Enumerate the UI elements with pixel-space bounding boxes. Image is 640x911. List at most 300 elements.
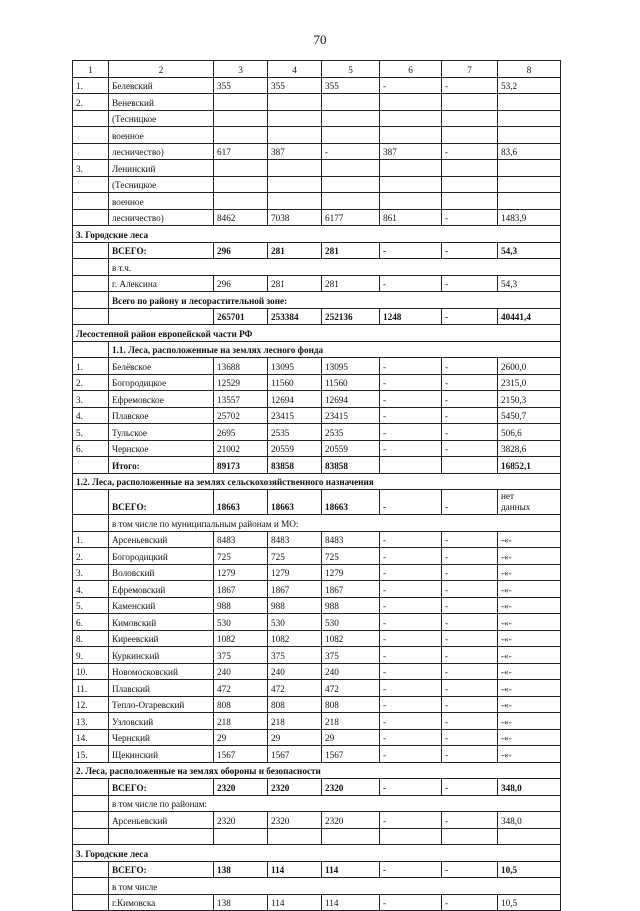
table-cell: - (442, 490, 498, 515)
table-cell: 617 (214, 143, 268, 160)
note-row (73, 795, 561, 812)
table-cell: Чернское (109, 440, 214, 457)
table-cell: 2. (73, 548, 109, 565)
table-cell: 808 (268, 696, 322, 713)
table-cell: 988 (268, 597, 322, 614)
table-cell: 4. (73, 407, 109, 424)
table-cell: 988 (322, 597, 380, 614)
table-cell: - (380, 779, 442, 796)
table-row (73, 647, 561, 664)
table-cell (380, 828, 442, 845)
table-cell (380, 193, 442, 210)
table-cell: 1867 (214, 581, 268, 598)
note-row (73, 878, 561, 895)
table-cell: 988 (214, 597, 268, 614)
table-cell (380, 127, 442, 144)
column-header: 8 (498, 61, 561, 78)
table-cell: 16852,1 (498, 457, 561, 474)
table-cell: 2320 (214, 779, 268, 796)
table-cell (380, 110, 442, 127)
section-title: 1.1. Леса, расположенные на землях лесного фонда (109, 341, 561, 358)
table-cell: - (380, 812, 442, 829)
table-cell: 13. (73, 713, 109, 730)
table-cell: 725 (322, 548, 380, 565)
table-cell: 348,0 (498, 779, 561, 796)
table-cell: - (380, 680, 442, 697)
table-cell: г.Кимовска (109, 894, 214, 911)
table-cell: 253384 (268, 308, 322, 325)
table-cell: 138 (214, 861, 268, 878)
note-text: в т.ч. (109, 259, 561, 276)
table-cell: - (442, 440, 498, 457)
table-cell: военное (109, 127, 214, 144)
table-cell: лесничество) (109, 209, 214, 226)
table-cell: (Тесницкое (109, 176, 214, 193)
column-header: 4 (268, 61, 322, 78)
table-cell: - (380, 242, 442, 259)
table-cell: - (442, 548, 498, 565)
table-cell: 5. (73, 597, 109, 614)
table-row (73, 564, 561, 581)
table-cell: 3. (73, 160, 109, 177)
table-cell (73, 193, 109, 210)
table-cell: 281 (322, 242, 380, 259)
table-cell: -«- (498, 729, 561, 746)
table-cell: г. Алексина (109, 275, 214, 292)
note-text: в том числе по муниципальным районам и МО: (109, 515, 561, 532)
table-cell: -«- (498, 746, 561, 763)
table-cell: 13095 (322, 358, 380, 375)
table-cell (268, 110, 322, 127)
table-cell: ВСЕГО: (109, 490, 214, 515)
column-header: 1 (73, 61, 109, 78)
table-row (73, 275, 561, 292)
table-cell: - (442, 894, 498, 911)
table-cell: 240 (268, 663, 322, 680)
section-title: Лесостепной район европейской части РФ (73, 325, 561, 342)
table-cell (442, 193, 498, 210)
table-cell: -«- (498, 548, 561, 565)
table-cell: 1279 (322, 564, 380, 581)
table-cell: - (442, 614, 498, 631)
table-cell: 53,2 (498, 77, 561, 94)
table-cell: 1082 (214, 630, 268, 647)
zone-total-label: Всего по району и лесорастительной зоне: (109, 292, 561, 309)
table-cell (73, 127, 109, 144)
table-cell: Новомосковский (109, 663, 214, 680)
table-cell: 1567 (268, 746, 322, 763)
table-cell: 13557 (214, 391, 268, 408)
table-row (73, 861, 561, 878)
table-cell (73, 457, 109, 474)
table-cell: - (442, 564, 498, 581)
spacer-row (73, 828, 561, 845)
table-cell: - (442, 143, 498, 160)
table-row (73, 143, 561, 160)
table-cell: 861 (380, 209, 442, 226)
table-cell (73, 176, 109, 193)
table-cell (442, 176, 498, 193)
table-cell: 40441,4 (498, 308, 561, 325)
table-cell (498, 160, 561, 177)
table-cell: - (380, 630, 442, 647)
table-cell: - (442, 391, 498, 408)
table-cell: - (380, 894, 442, 911)
table-cell: 265701 (214, 308, 268, 325)
table-cell (442, 127, 498, 144)
table-cell: Веневский (109, 94, 214, 111)
table-cell: - (380, 663, 442, 680)
table-row (73, 597, 561, 614)
table-row (73, 630, 561, 647)
table-row (73, 160, 561, 177)
table-row (73, 242, 561, 259)
table-cell: Кимовский (109, 614, 214, 631)
table-cell: 13688 (214, 358, 268, 375)
table-cell: Чернский (109, 729, 214, 746)
table-cell: 12529 (214, 374, 268, 391)
table-cell (268, 193, 322, 210)
table-cell: 375 (322, 647, 380, 664)
forest-table (72, 60, 561, 911)
table-cell: - (442, 680, 498, 697)
table-cell: -«- (498, 713, 561, 730)
table-row (73, 663, 561, 680)
table-cell (73, 490, 109, 515)
table-cell: 3. (73, 391, 109, 408)
table-cell: - (442, 696, 498, 713)
table-cell (73, 143, 109, 160)
section-title: 3. Городские леса (73, 845, 561, 862)
table-cell: 29 (268, 729, 322, 746)
table-row (73, 680, 561, 697)
table-cell: 387 (380, 143, 442, 160)
table-cell (380, 457, 442, 474)
table-row (73, 548, 561, 565)
table-cell (214, 94, 268, 111)
table-cell: - (380, 490, 442, 515)
table-cell: - (322, 143, 380, 160)
table-cell: - (442, 209, 498, 226)
table-cell: 808 (322, 696, 380, 713)
table-cell (322, 828, 380, 845)
table-cell: 355 (322, 77, 380, 94)
table-cell: - (442, 746, 498, 763)
table-cell (498, 110, 561, 127)
table-cell: 240 (214, 663, 268, 680)
table-cell: 2320 (322, 779, 380, 796)
table-cell: 8483 (322, 531, 380, 548)
table-row (73, 407, 561, 424)
table-cell: 2600,0 (498, 358, 561, 375)
table-cell: - (442, 242, 498, 259)
table-cell: военное (109, 193, 214, 210)
table-cell (73, 308, 109, 325)
table-cell: 11560 (268, 374, 322, 391)
table-cell: 2315,0 (498, 374, 561, 391)
table-cell (214, 828, 268, 845)
table-cell (73, 209, 109, 226)
table-cell: 218 (322, 713, 380, 730)
table-cell: - (442, 77, 498, 94)
column-header: 7 (442, 61, 498, 78)
table-cell (73, 515, 109, 532)
table-cell: - (380, 614, 442, 631)
table-row (73, 209, 561, 226)
table-cell (380, 160, 442, 177)
table-cell (498, 94, 561, 111)
section-title: 1.2. Леса, расположенные на землях сельскохозяйственного назначения (73, 473, 561, 490)
table-cell: 20559 (322, 440, 380, 457)
table-cell: Воловский (109, 564, 214, 581)
table-row (73, 457, 561, 474)
table-cell: ВСЕГО: (109, 779, 214, 796)
table-cell: Плавский (109, 680, 214, 697)
table-cell: - (442, 358, 498, 375)
table-cell: 18663 (322, 490, 380, 515)
table-cell: 5. (73, 424, 109, 441)
table-cell (498, 176, 561, 193)
table-cell: 8462 (214, 209, 268, 226)
table-cell: 1567 (322, 746, 380, 763)
table-cell (214, 127, 268, 144)
table-cell: - (380, 407, 442, 424)
table-cell: -«- (498, 564, 561, 581)
table-cell: - (442, 374, 498, 391)
table-cell: - (442, 779, 498, 796)
table-row (73, 713, 561, 730)
table-cell: 15. (73, 746, 109, 763)
table-cell: 3828,6 (498, 440, 561, 457)
table-cell (73, 812, 109, 829)
column-header: 2 (109, 61, 214, 78)
table-cell (73, 795, 109, 812)
table-cell: 23415 (268, 407, 322, 424)
table-cell: 252136 (322, 308, 380, 325)
table-cell: 18663 (268, 490, 322, 515)
table-cell (442, 828, 498, 845)
table-cell (322, 94, 380, 111)
table-cell (380, 94, 442, 111)
table-cell (73, 292, 109, 309)
table-cell: 2150,3 (498, 391, 561, 408)
table-cell: - (380, 564, 442, 581)
cell-line: нет (501, 491, 515, 501)
table-cell (322, 176, 380, 193)
table-cell (380, 176, 442, 193)
note-text: в том числе по районам: (109, 795, 561, 812)
table-cell: 3. (73, 564, 109, 581)
table-cell: 387 (268, 143, 322, 160)
total-row (73, 490, 561, 515)
table-cell: - (442, 630, 498, 647)
table-cell: 1867 (322, 581, 380, 598)
table-cell: 10. (73, 663, 109, 680)
table-cell: 472 (214, 680, 268, 697)
table-cell: - (380, 358, 442, 375)
table-cell: - (380, 581, 442, 598)
table-cell: -«- (498, 647, 561, 664)
table-cell: 83858 (322, 457, 380, 474)
table-cell: - (442, 581, 498, 598)
table-cell: - (442, 861, 498, 878)
table-cell: 1248 (380, 308, 442, 325)
table-cell: Арсеньевский (109, 812, 214, 829)
table-cell: -«- (498, 630, 561, 647)
table-cell: 2535 (322, 424, 380, 441)
table-cell: Куркинский (109, 647, 214, 664)
table-row (73, 581, 561, 598)
table-cell: Богородицкое (109, 374, 214, 391)
table-cell: 83858 (268, 457, 322, 474)
table-cell (322, 193, 380, 210)
table-cell: 11. (73, 680, 109, 697)
table-cell: 2320 (322, 812, 380, 829)
table-cell: - (442, 713, 498, 730)
table-cell (268, 828, 322, 845)
zone-total-label-row (73, 292, 561, 309)
note-row (73, 515, 561, 532)
column-header: 5 (322, 61, 380, 78)
table-cell: 8. (73, 630, 109, 647)
table-row (73, 614, 561, 631)
table-cell: -«- (498, 680, 561, 697)
table-cell: 281 (322, 275, 380, 292)
table-cell: Щекинский (109, 746, 214, 763)
table-cell: 20559 (268, 440, 322, 457)
table-cell: - (442, 424, 498, 441)
table-cell: 89173 (214, 457, 268, 474)
table-cell: 8483 (268, 531, 322, 548)
table-cell: -«- (498, 614, 561, 631)
table-cell (268, 94, 322, 111)
table-cell: ВСЕГО: (109, 861, 214, 878)
table-cell (442, 160, 498, 177)
table-cell: - (380, 424, 442, 441)
section-title-row (73, 226, 561, 243)
table-cell: 240 (322, 663, 380, 680)
table-cell: 1082 (268, 630, 322, 647)
table-cell: 530 (214, 614, 268, 631)
table-cell: - (380, 440, 442, 457)
table-cell: Тепло-Огаревский (109, 696, 214, 713)
table-cell: - (380, 391, 442, 408)
table-cell: Богородицкий (109, 548, 214, 565)
table-cell (73, 878, 109, 895)
table-cell: 375 (214, 647, 268, 664)
table-cell (214, 110, 268, 127)
table-cell (498, 828, 561, 845)
table-cell: - (442, 663, 498, 680)
table-cell: 530 (322, 614, 380, 631)
table-cell (73, 779, 109, 796)
table-cell: 472 (268, 680, 322, 697)
table-cell (73, 861, 109, 878)
table-cell: 5450,7 (498, 407, 561, 424)
table-cell: - (380, 77, 442, 94)
table-cell: 1279 (214, 564, 268, 581)
table-cell: 1567 (214, 746, 268, 763)
table-cell (109, 308, 214, 325)
table-cell: 29 (322, 729, 380, 746)
table-cell: - (380, 861, 442, 878)
table-row (73, 374, 561, 391)
table-row (73, 894, 561, 911)
table-cell: Ефремовское (109, 391, 214, 408)
table-row (73, 358, 561, 375)
subsection-title-row (73, 341, 561, 358)
table-cell: 355 (268, 77, 322, 94)
table-cell: 355 (214, 77, 268, 94)
table-row (73, 176, 561, 193)
table-row (73, 531, 561, 548)
table-row (73, 110, 561, 127)
table-cell: - (380, 531, 442, 548)
table-cell: Киреевский (109, 630, 214, 647)
table-cell: 1279 (268, 564, 322, 581)
table-cell: 506,6 (498, 424, 561, 441)
table-cell: 114 (322, 861, 380, 878)
table-cell: (Тесницкое (109, 110, 214, 127)
section-title: 3. Городские леса (73, 226, 561, 243)
table-cell (73, 275, 109, 292)
zone-total-row (73, 308, 561, 325)
table-cell: Тульское (109, 424, 214, 441)
table-row (73, 94, 561, 111)
table-cell: Узловский (109, 713, 214, 730)
table-cell: Ленинский (109, 160, 214, 177)
table-cell: - (380, 374, 442, 391)
table-cell: 1. (73, 531, 109, 548)
table-cell: 2320 (214, 812, 268, 829)
table-cell: Белевский (109, 77, 214, 94)
table-cell: 1. (73, 358, 109, 375)
table-cell: - (442, 275, 498, 292)
table-cell (73, 894, 109, 911)
table-cell: 6. (73, 440, 109, 457)
table-cell: 4. (73, 581, 109, 598)
table-cell: 296 (214, 242, 268, 259)
table-cell: 281 (268, 242, 322, 259)
table-cell (442, 94, 498, 111)
table-cell (268, 127, 322, 144)
table-cell (73, 259, 109, 276)
table-cell (322, 110, 380, 127)
table-cell: 10,5 (498, 894, 561, 911)
table-cell: - (442, 729, 498, 746)
table-cell (214, 160, 268, 177)
table-cell: - (380, 275, 442, 292)
table-cell: 23415 (322, 407, 380, 424)
table-cell: 12694 (268, 391, 322, 408)
table-cell: 9. (73, 647, 109, 664)
table-cell: 12. (73, 696, 109, 713)
table-cell: Итого: (109, 457, 214, 474)
table-row (73, 193, 561, 210)
table-cell (322, 160, 380, 177)
table-cell: - (380, 746, 442, 763)
column-header: 3 (214, 61, 268, 78)
table-cell: 218 (214, 713, 268, 730)
table-cell: 281 (268, 275, 322, 292)
table-cell: - (442, 407, 498, 424)
table-cell: 54,3 (498, 275, 561, 292)
table-cell: 472 (322, 680, 380, 697)
table-cell (73, 828, 109, 845)
table-cell: 7038 (268, 209, 322, 226)
table-cell: 1. (73, 77, 109, 94)
table-row (73, 746, 561, 763)
